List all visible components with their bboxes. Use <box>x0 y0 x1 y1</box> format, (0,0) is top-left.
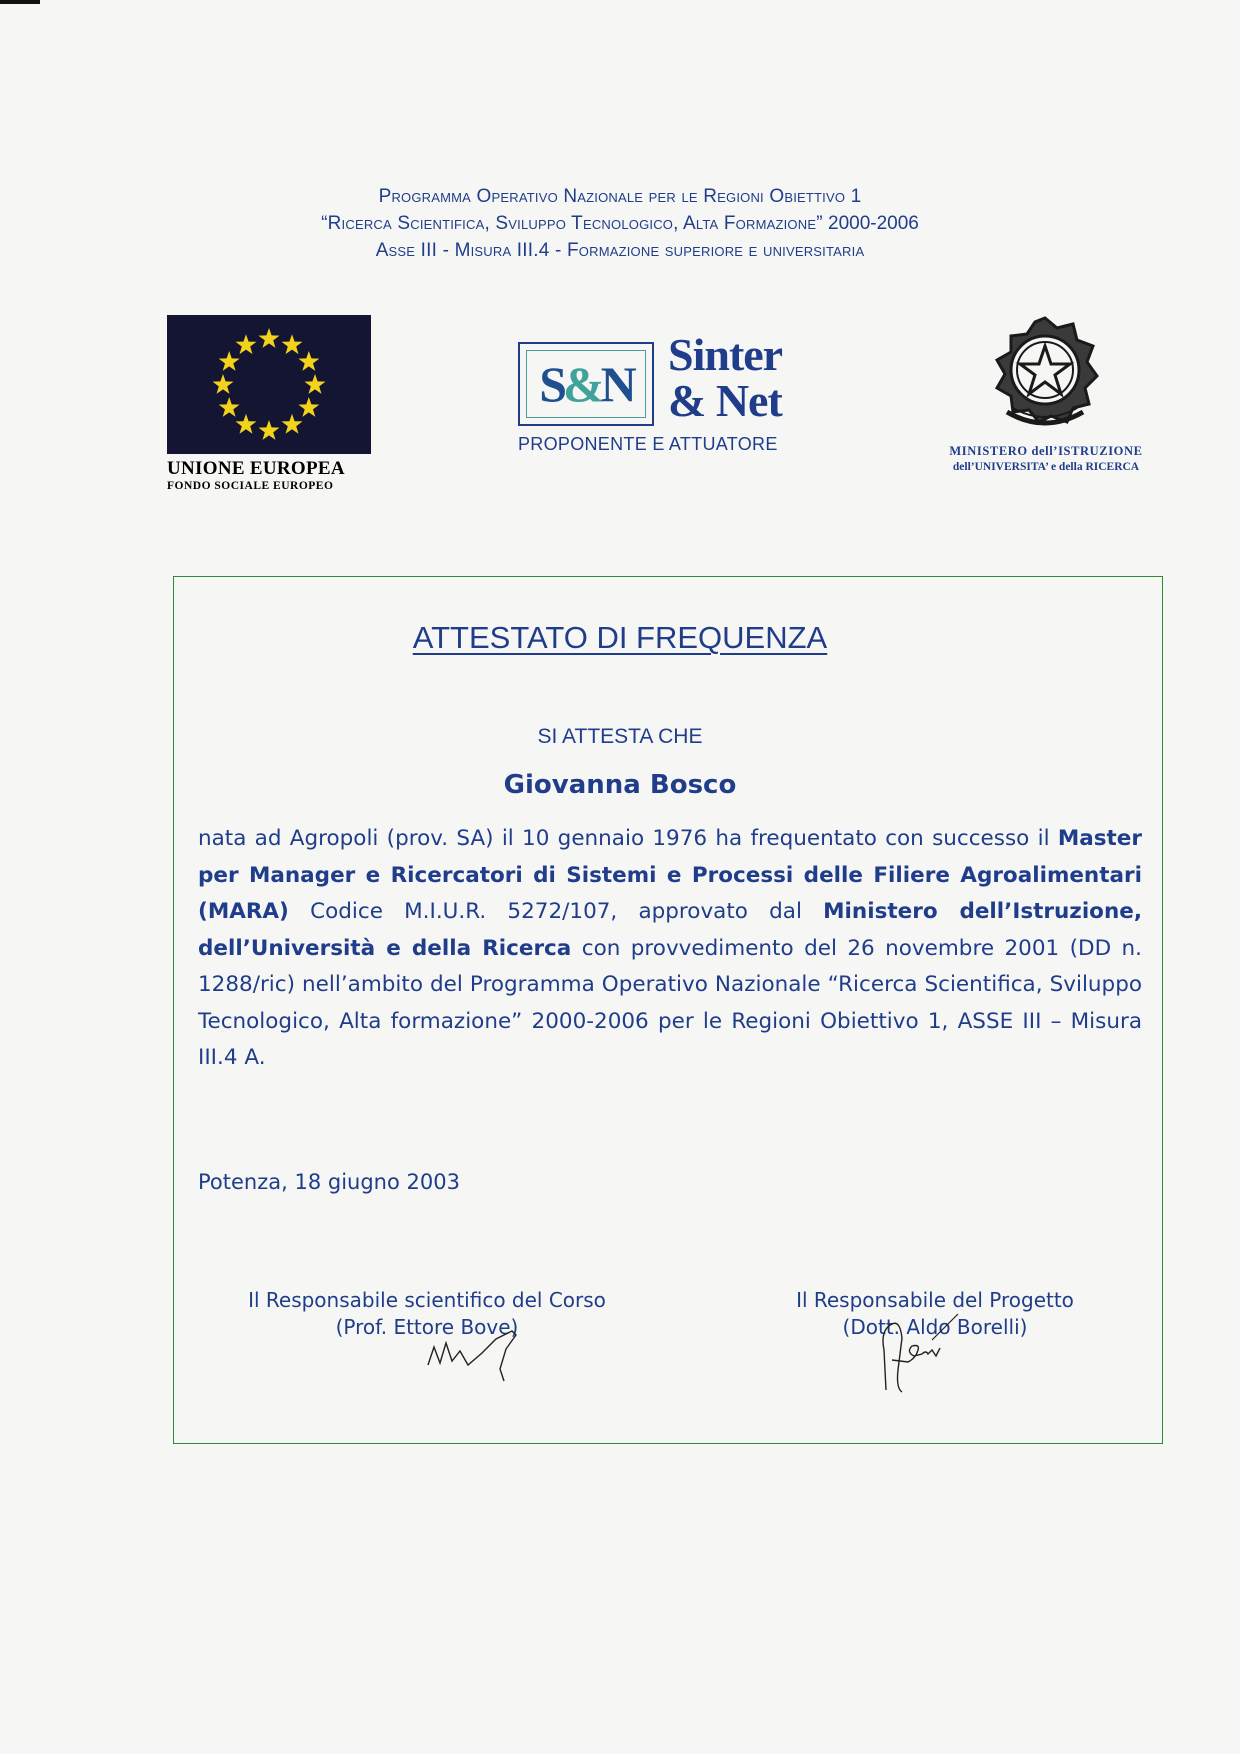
eu-star-icon <box>282 334 303 354</box>
sn-name-line-1: Sinter <box>668 329 783 380</box>
sn-monogram <box>518 342 654 426</box>
sn-subtitle: PROPONENTE E ATTUATORE <box>518 434 778 454</box>
eu-star-icon <box>282 414 303 434</box>
handwritten-signature-right <box>862 1310 972 1395</box>
eu-star-icon <box>259 420 280 440</box>
signatory-left-role: Il Responsabile scientifico del Corso <box>248 1288 606 1312</box>
scan-corner-mark <box>0 0 40 4</box>
eu-star-icon <box>219 351 240 371</box>
signatory-left-name: (Prof. Ettore Bove) <box>335 1315 519 1339</box>
header-line-2 <box>0 210 1240 237</box>
eu-logo <box>167 315 371 492</box>
sn-mark-s: S <box>539 356 564 412</box>
certificate-title <box>0 620 1240 656</box>
ministry-name: Ministero dell’Istruzione, dell’Università e della Ricerca <box>198 899 1143 961</box>
signatory-right-role: Il Responsabile del Progetto <box>796 1288 1074 1312</box>
eu-star-icon <box>236 414 257 434</box>
eu-flag-icon <box>167 315 371 454</box>
header-line-2-years: 2000-2006 <box>822 213 919 234</box>
certificate-body <box>198 821 1142 1077</box>
header-line-3 <box>0 237 1240 264</box>
header-line-3-formazione: - Formazione superiore e universitaria <box>549 240 865 261</box>
miur-line-2: dell’UNIVERSITA’ e della RICERCA <box>952 461 1140 473</box>
eu-star-icon <box>213 374 234 394</box>
eu-logo-title: UNIONE EUROPEA <box>167 458 345 479</box>
body-part-1: nata ad Agropoli (prov. SA) il 10 gennaio 1976 ha frequentato con successo il <box>198 826 1058 851</box>
certificate-intro: SI ATTESTA CHE <box>537 725 703 748</box>
header-line-3-asse: Asse III - Misura III.4 <box>375 240 550 261</box>
eu-logo-subtitle: FONDO SOCIALE EUROPEO <box>167 480 334 492</box>
signatory-right-name: (Dott. Aldo Borelli) <box>842 1315 1028 1339</box>
sn-name-line-2: & Net <box>668 375 782 426</box>
italian-republic-emblem-icon <box>985 312 1105 436</box>
body-part-3: con provvedimento del 26 novembre 2001 (DD n. 1288/ric) nell’ambito del Programma Operativo Nazionale “Ricerca Scientifica, Sviluppo Tecnologico, Alta formazione” 2000-2006 per le Regioni Obiettivo 1, ASSE III – Misura III.4 A. <box>198 935 1143 1070</box>
miur-line-1: MINISTERO dell’ISTRUZIONE <box>949 444 1143 458</box>
master-title: Master per Manager e Ricercatori di Sistemi e Processi delle Filiere Agroalimentari (MARA) <box>198 826 1142 924</box>
programme-header <box>0 183 1240 264</box>
sn-mark-n: N <box>600 356 633 412</box>
eu-star-icon <box>236 334 257 354</box>
header-line-1: Programma Operativo Nazionale per le Regioni Obiettivo 1 <box>378 186 862 207</box>
header-line-2-title: “Ricerca Scientifica, Sviluppo Tecnologico, Alta Formazione” <box>321 213 823 234</box>
eu-star-icon <box>298 397 319 417</box>
eu-star-icon <box>305 374 326 394</box>
sn-company-name <box>668 329 783 426</box>
place-date: Potenza, 18 giugno 2003 <box>198 1170 460 1194</box>
handwritten-signature-left <box>422 1325 532 1385</box>
eu-star-icon <box>259 328 280 348</box>
eu-star-icon <box>219 397 240 417</box>
sn-mark-amp: & <box>563 356 601 412</box>
body-part-2: Codice M.I.U.R. 5272/107, approvato dal <box>288 899 824 924</box>
recipient-name: Giovanna Bosco <box>503 770 737 800</box>
certificate-title-text: ATTESTATO DI FREQUENZA <box>412 620 828 655</box>
eu-star-icon <box>298 351 319 371</box>
